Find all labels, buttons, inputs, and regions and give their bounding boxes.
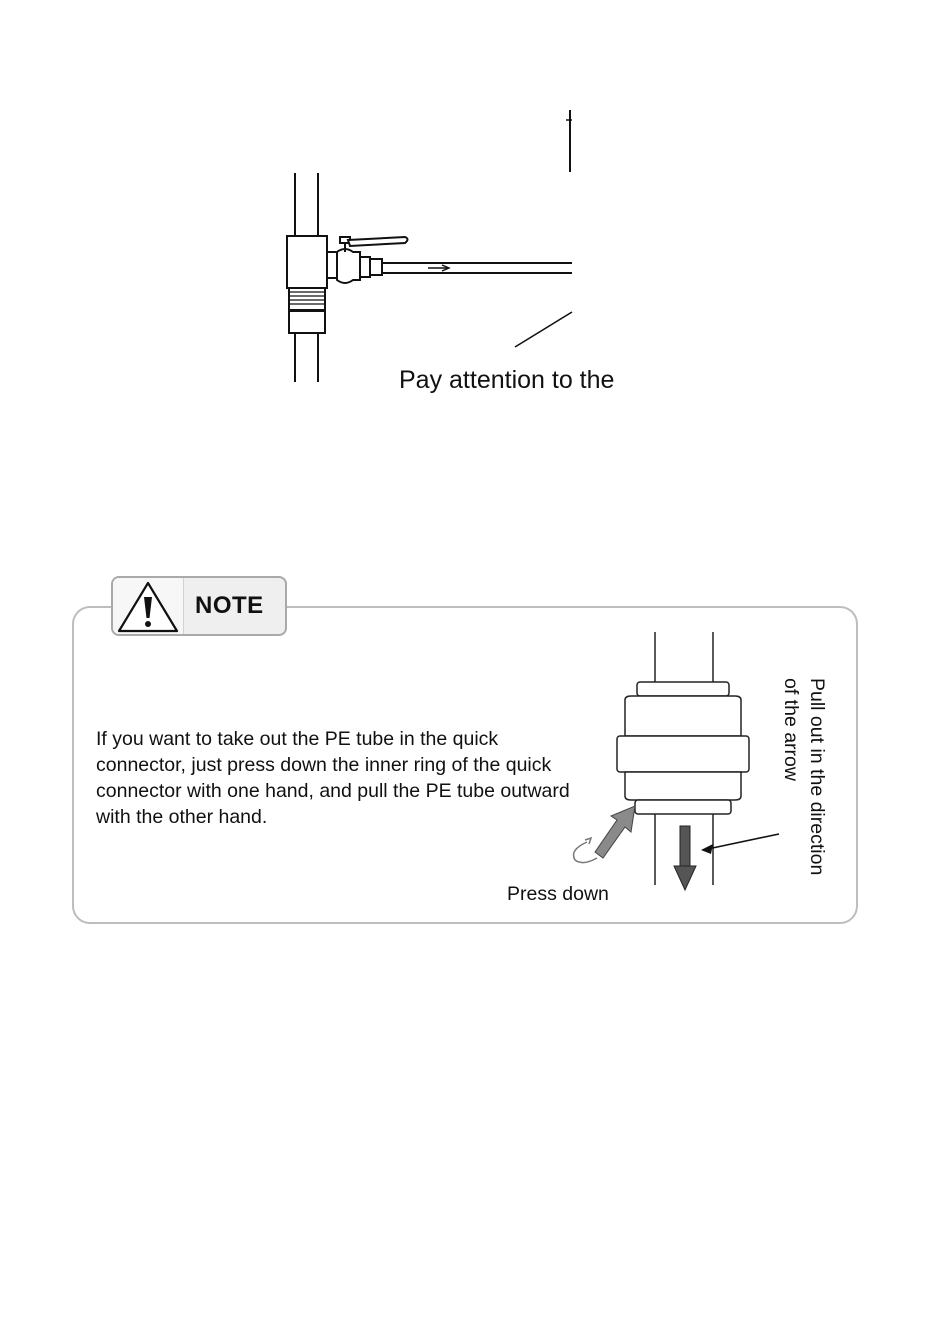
connector-middle-band [617, 736, 749, 772]
pull-out-label-line-2: of the arrow [780, 678, 802, 781]
pull-out-label [778, 678, 830, 875]
warning-triangle-icon [113, 578, 183, 634]
pull-out-label-line-1: Pull out in the direction [806, 678, 828, 876]
tee-fitting-body [287, 236, 327, 288]
pull-out-arrow-icon [674, 866, 696, 890]
press-down-arrow-icon [595, 806, 635, 858]
collet-ring-top [637, 682, 729, 696]
collet-ring-bottom [635, 800, 731, 814]
tee-outlet [327, 252, 337, 278]
note-badge [111, 576, 287, 636]
valve-connector [360, 257, 370, 277]
warning-icon-box [113, 578, 184, 634]
ball-valve-body [337, 249, 360, 283]
connector-lower-body [625, 772, 741, 800]
quick-connector-diagram [555, 630, 785, 900]
note-badge-label: NOTE [195, 592, 264, 619]
tee-nut [289, 311, 325, 333]
valve-handle [348, 237, 408, 246]
pull-out-arrow-shaft [680, 826, 690, 868]
connector-upper-body [625, 696, 741, 736]
diagram-caption: Pay attention to the [399, 366, 615, 394]
curl-stroke [574, 842, 598, 863]
tee-thread [289, 288, 325, 310]
press-down-label: Press down [507, 883, 609, 905]
valve-connector-nut [370, 259, 382, 275]
note-body-text: If you want to take out the PE tube in the quick connector, just press down the inner ring of the quick connector with one hand, and pull the PE tube outward with the other hand. [96, 728, 570, 828]
